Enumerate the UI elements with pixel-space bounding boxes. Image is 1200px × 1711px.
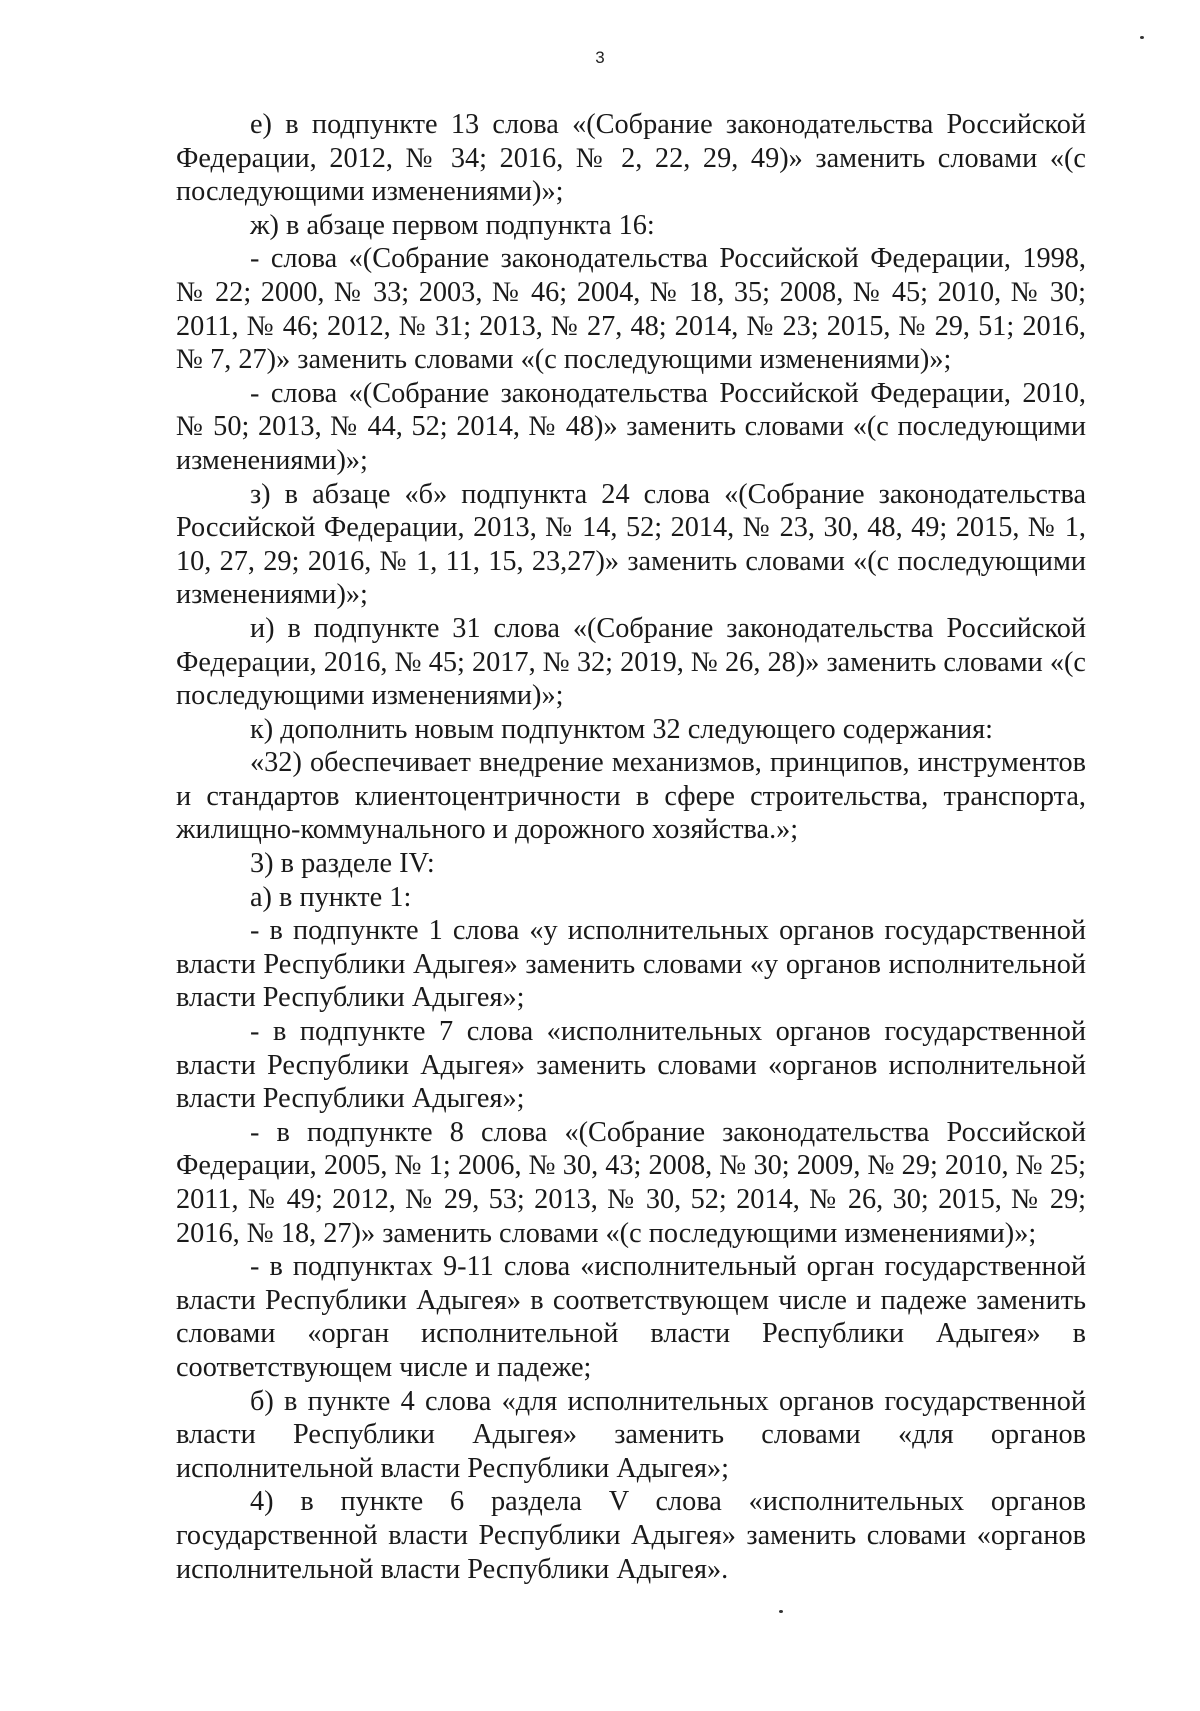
scan-speck [1140,36,1144,39]
paragraph-zh-item-1: - слова «(Собрание законодательства Российской Федерации, 1998, № 22; 2000, № 33; 2003, № 46; 2004, № 18, 35; 2008, № 45; 2010, № 30; 2011, № 46; 2012, № 31; 2013, № 27, 48; 2014, № 23; 2015, № 29, 51; 2016, № 7, 27)» заменить словами «(с последующими изменениями)»; [176,243,1086,376]
paragraph-zh: ж) в абзаце первом подпункта 16: [250,209,655,241]
paragraph-b: б) в пункте 4 слова «для исполнительных органов государственной власти Республики Адыгея» заменить словами «для органов исполнительной власти Республики Адыгея»; [176,1385,1086,1484]
paragraph-z: з) в абзаце «б» подпункта 24 слова «(Собрание законодательства Российской Федерации, 2013, № 14, 52; 2014, № 23, 30, 48, 49; 2015, № 1, 10, 27, 29; 2016, № 1, 11, 15, 23,27)» заменить словами «(с последующими изменениями)»; [176,478,1086,611]
paragraph-a-item-7: - в подпункте 7 слова «исполнительных органов государственной власти Республики Адыгея» заменить словами «органов исполнительной власти Республики Адыгея»; [176,1016,1086,1115]
paragraph-a-items-9-11: - в подпунктах 9-11 слова «исполнительный орган государственной власти Республики Адыгея» в соответствующем числе и падеже заменить словами «орган исполнительной власти Республики Адыгея» в соответствующем числе и падеже; [176,1251,1086,1383]
paragraph-e: е) в подпункте 13 слова «(Собрание законодательства Российской Федерации, 2012, № 34; 2016, № 2, 22, 29, 49)» заменить словами «(с последующими изменениями)»; [176,109,1086,208]
paragraph-a-item-8: - в подпункте 8 слова «(Собрание законодательства Российской Федерации, 2005, № 1; 2006, № 30, 43; 2008, № 30; 2009, № 29; 2010, № 25; 2011, № 49; 2012, № 29, 53; 2013, № 30, 52; 2014, № 26, 30; 2015, № 29; 2016, № 18, 27)» заменить словами «(с последующими изменениями)»; [176,1116,1086,1249]
paragraph-zh-item-2: - слова «(Собрание законодательства Российской Федерации, 2010, № 50; 2013, № 44, 52; 2014, № 48)» заменить словами «(с последующими изменениями)»; [176,377,1086,476]
scan-speck [779,1610,783,1613]
paragraph-i: и) в подпункте 31 слова «(Собрание законодательства Российской Федерации, 2016, № 45; 2017, № 32; 2019, № 26, 28)» заменить словами «(с последующими изменениями)»; [176,612,1086,712]
document-body [176,108,1086,1586]
page-number: 3 [595,48,605,67]
paragraph-section-v: 4) в пункте 6 раздела V слова «исполнительных органов государственной власти Республики Адыгея» заменить словами «органов исполнительной власти Республики Адыгея». [176,1486,1086,1585]
paragraph-a: а) в пункте 1: [250,881,412,913]
paragraph-k: к) дополнить новым подпунктом 32 следующего содержания: [250,713,994,745]
paragraph-section-iv: 3) в разделе IV: [250,848,435,880]
paragraph-k-content: «32) обеспечивает внедрение механизмов, принципов, инструментов и стандартов клиентоцентричности в сфере строительства, транспорта, жилищно-коммунального и дорожного хозяйства.»; [176,747,1086,846]
paragraph-a-item-1: - в подпункте 1 слова «у исполнительных органов государственной власти Республики Адыгея» заменить словами «у органов исполнительной власти Республики Адыгея»; [176,915,1086,1014]
